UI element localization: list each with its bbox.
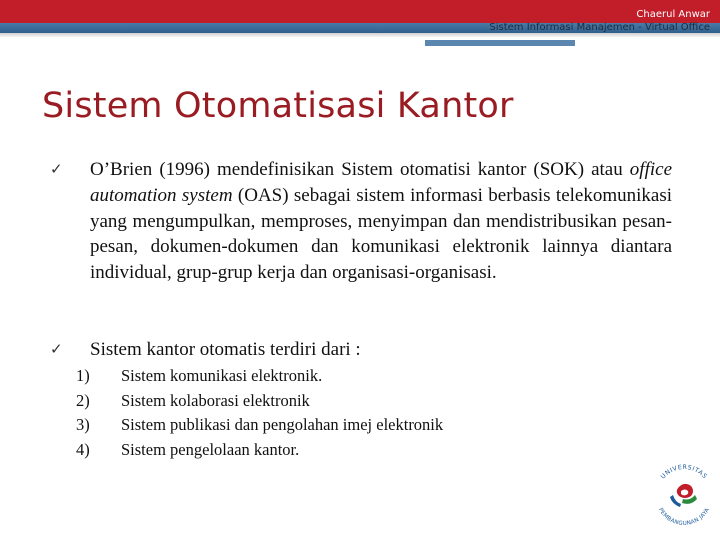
list-text: Sistem pengelolaan kantor.	[121, 439, 300, 459]
top-accent-line	[425, 40, 575, 46]
slide-title: Sistem Otomatisasi Kantor	[42, 86, 514, 126]
header-author: Chaerul Anwar	[636, 9, 710, 20]
list-text: Sistem publikasi dan pengolahan imej elektronik	[121, 415, 444, 434]
slide-header	[489, 8, 710, 34]
bullet-definition	[50, 157, 672, 286]
bullet-text-part: O’Brien (1996) mendefinisikan Sistem otomatisi kantor (SOK) atau	[90, 159, 630, 180]
checkmark-icon: ✓	[50, 160, 63, 178]
header-course: Sistem Informasi Manajemen - Virtual Office	[489, 22, 710, 33]
university-logo	[648, 455, 720, 535]
list-text: Sistem komunikasi elektronik.	[121, 366, 323, 385]
checkmark-icon: ✓	[50, 340, 63, 358]
list-number: 2)	[76, 390, 90, 410]
bullet-text-part: (OAS) sebagai sistem informasi berbasis telekomunikasi yang mengumpulkan, memproses, menyimpan dan mendistribusikan pesan-pesan, dokumen-dokumen dan komunikasi elektronik lainnya diantara individual, grup-grup kerja dan organisasi-organisasi.	[90, 184, 672, 284]
bullet-text: Sistem kantor otomatis terdiri dari :	[90, 339, 361, 360]
list-number: 4)	[76, 439, 90, 459]
bullet-components	[50, 337, 672, 363]
list-text: Sistem kolaborasi elektronik	[121, 390, 310, 410]
logo-emblem-icon	[670, 484, 697, 507]
list-number: 1)	[76, 366, 90, 385]
bullet-italic-term: office automation system	[90, 159, 672, 206]
logo-text-bottom: PEMBANGUNAN JAYA	[656, 507, 712, 528]
logo-text-top: UNIVERSITAS	[659, 463, 709, 481]
list-number: 3)	[76, 415, 90, 434]
svg-text:UNIVERSITAS	[660, 464, 709, 481]
svg-text:PEMBANGUNAN JAYA	[657, 507, 711, 527]
